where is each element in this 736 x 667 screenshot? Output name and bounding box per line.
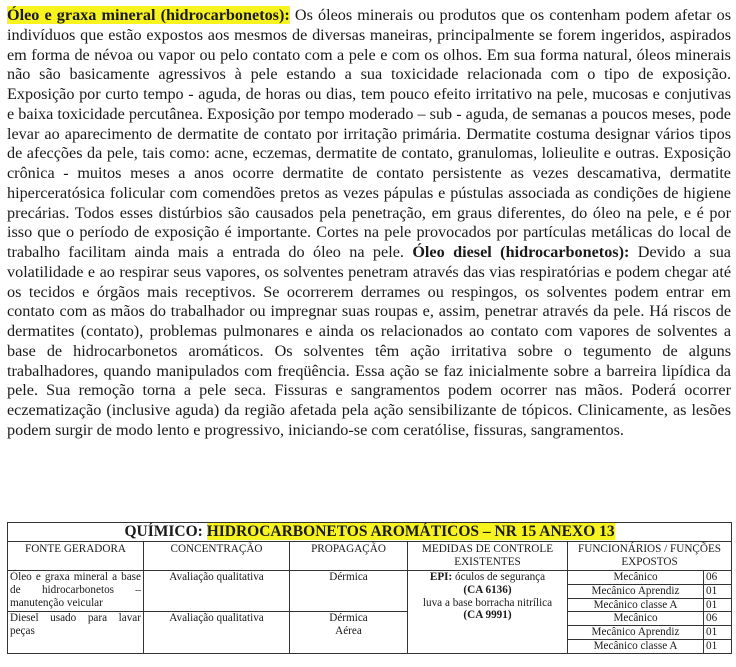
body-paragraph [7, 6, 731, 441]
cell-funcao: Mecânico [568, 612, 704, 626]
cell-medidas [408, 571, 568, 654]
heading-oleo-diesel: Óleo diesel (hidrocarbonetos): [412, 243, 630, 261]
cell-funcao: Mecânico Aprendiz [568, 584, 704, 598]
table-row [8, 571, 732, 585]
text-oleo-diesel: Devido a sua volatilidade e ao respirar seus vapores, os solventes penetram através das vias respiratórias e podem chegar até os tecidos e órgãos mais receptivos. Se ocorrerem derrames ou respingos, os solventes podem entrar em contato com as mãos do trabalhador ou impregnar suas roupas e, assim, penetrar através da pele. Há riscos de dermatites (contato), problemas pulmonares e ainda os relacionados ao contato com vapores de solventes a base de hidrocarbonetos aromáticos. Os solventes têm ação irritativa sobre o tegumento de alguns trabalhadores, quando manipulados com freqüência. Essa ação se faz inicialmente sobre a barreira lipídica da pele. Sua remoção torna a pele seca. Fissuras e sangramentos podem ocorrer nas mãos. Poderá ocorrer eczematização (inclusive aguda) da região afetada pela ação sensibilizante de tópicos. Clinicamente, as lesões podem surgir de modo lento e progressivo, iniciando-se com ceratólise, fissuras, sangramentos. [7, 243, 731, 439]
cell-concentracao: Avaliação qualitativa [144, 571, 290, 612]
cell-quantidade: 01 [704, 626, 732, 640]
table-title-row [8, 523, 732, 542]
propagacao-value: Dérmica [329, 612, 368, 625]
cell-quantidade: 06 [704, 612, 732, 626]
propagacao-value: Aérea [335, 625, 362, 638]
header-medidas: MEDIDAS DE CONTROLE EXISTENTES [408, 542, 568, 571]
cell-concentracao: Avaliação qualitativa [144, 612, 290, 653]
cell-funcao: Mecânico classe A [568, 598, 704, 612]
table-row [8, 612, 732, 626]
text-oleo-graxa: Os óleos minerais ou produtos que os contenham podem afetar os indivíduos que estão expostos aos mesmos de diversas maneiras, principalmente se forem ingeridos, aspirados em forma de névoa ou vapor ou pelo contato com a pele e com os olhos. Em sua forma natural, óleos minerais não são basicamente agressivos à pele estando a sua toxicidade relacionada com o tipo de exposição. Exposição por curto tempo - aguda, de horas ou dias, tem pouco efeito irritativo na pele, mucosas e conjutivas e baixa toxicidade percutânea. Exposição por tempo moderado – sub - aguda, de semanas a poucos meses, pode levar ao aparecimento de dermatite de contato por irritação primária. Dermatite costuma designar vários tipos de afecções da pele, tais como: acne, eczemas, dermatite de contato, granulomas, lolieulite e outras. Exposição crônica - muitos meses a anos ocorre dermatite de contato persistente as vezes descamativa, dermatite hiperceratósica folicular com comendões pretos as vezes pápulas e pústulas associada as condições de higiene precárias. Todos esses distúrbios são causados pela penetração, em graus diferentes, do óleo na pele, e é por isso que o período de exposição é importante. Cortes na pele provocados por partículas metálicas do local de trabalho facilitam ainda mais a entrada do óleo na pele. [7, 6, 731, 261]
cell-quantidade: 06 [704, 571, 732, 585]
heading-oleo-graxa: Óleo e graxa mineral (hidrocarbonetos): [7, 6, 290, 24]
header-fonte: FONTE GERADORA [8, 542, 144, 571]
cell-fonte: Óleo e graxa mineral a base de hidrocarbonetos – manutenção veicular [8, 571, 144, 612]
cell-fonte: Diesel usado para lavar peças [8, 612, 144, 653]
cell-quantidade: 01 [704, 639, 732, 653]
table-title-highlight: HIDROCARBONETOS AROMÁTICOS – NR 15 ANEXO 13 [206, 523, 615, 540]
table-title-prefix: QUÍMICO: [124, 523, 207, 540]
header-funcionarios: FUNCIONÁRIOS / FUNÇÕES EXPOSTOS [568, 542, 732, 571]
epi-label: EPI: [429, 571, 453, 583]
propagacao-value: Dérmica [329, 571, 368, 583]
table-title [8, 523, 732, 542]
exposure-table [7, 522, 732, 654]
cell-quantidade: 01 [704, 584, 732, 598]
document-page [7, 6, 731, 652]
cell-quantidade: 01 [704, 598, 732, 612]
header-concentracao: CONCENTRAÇÃO [144, 542, 290, 571]
cell-propagacao [290, 571, 408, 612]
cell-funcao: Mecânico Aprendiz [568, 626, 704, 640]
epi-text: óculos de segurança [452, 571, 546, 583]
table-header-row [8, 542, 732, 571]
luva-text: luva a base borracha nitrílica [422, 596, 553, 609]
ca-number-2: (CA 9991) [463, 609, 512, 622]
cell-propagacao [290, 612, 408, 653]
cell-funcao: Mecânico [568, 571, 704, 585]
ca-number-1: (CA 6136) [463, 583, 512, 596]
cell-funcao: Mecânico classe A [568, 639, 704, 653]
header-propagacao: PROPAGAÇÃO [290, 542, 408, 571]
